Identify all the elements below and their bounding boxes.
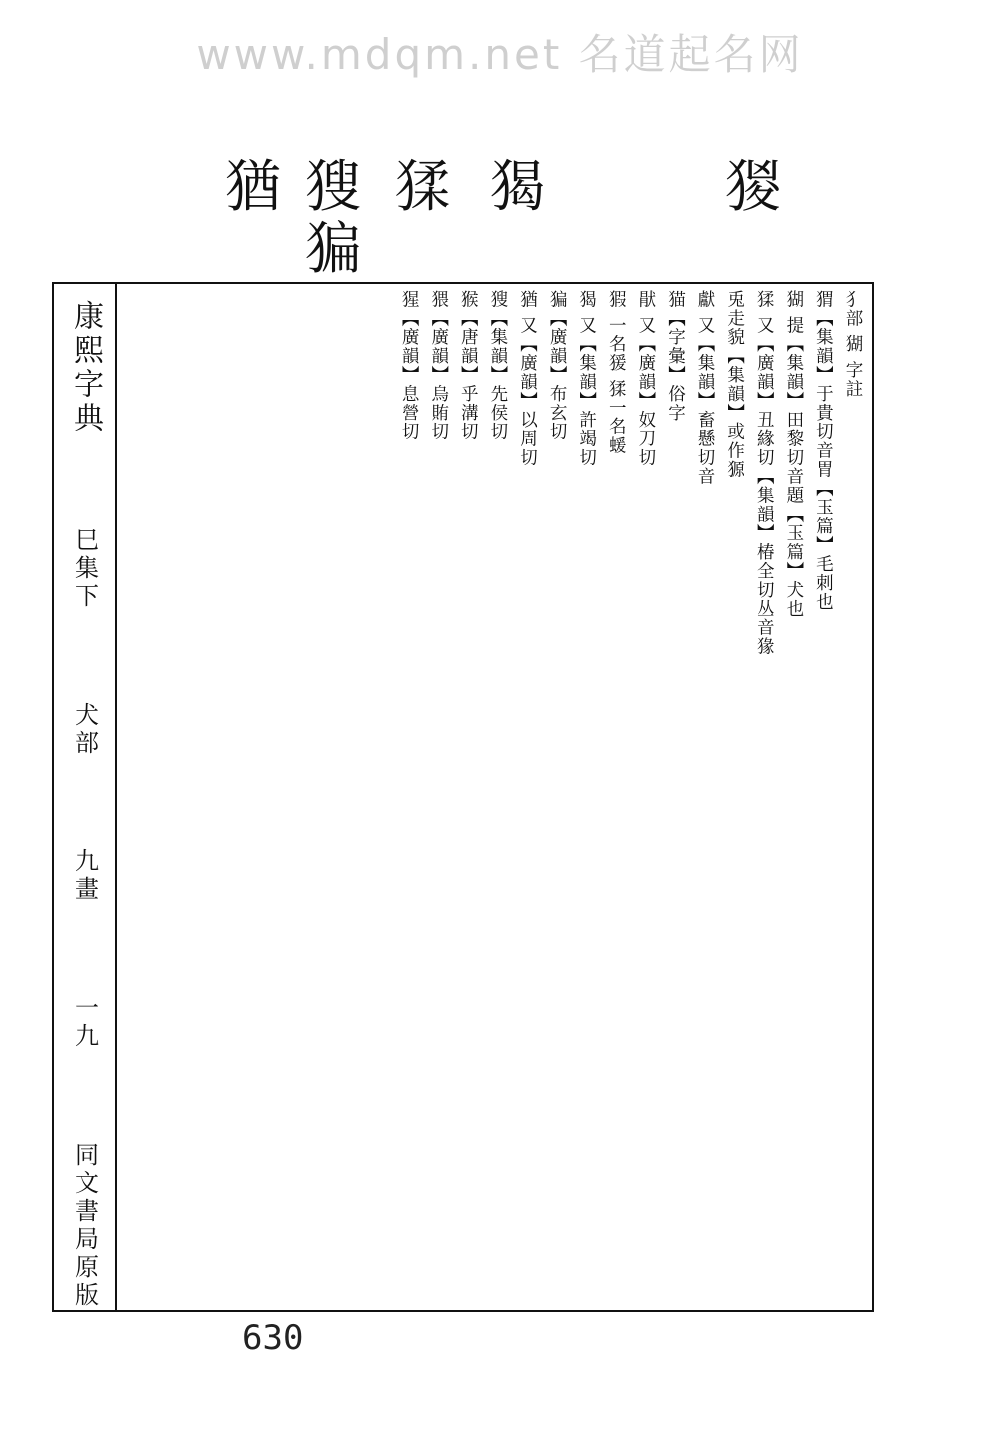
publisher-label: 同文書局原版 bbox=[70, 1141, 99, 1310]
volume-label: 巳集下 bbox=[70, 526, 99, 611]
radical-label: 犬部 bbox=[70, 701, 99, 758]
text-column: 猴【唐韻】乎溝切 bbox=[458, 290, 479, 442]
margin-column bbox=[55, 300, 115, 1310]
text-column: 猒 又【廣韻】奴刀切 bbox=[635, 290, 656, 468]
text-column: 兎走貌【集韻】或作獂 bbox=[724, 290, 745, 479]
text-column: 猥【廣韻】烏賄切 bbox=[428, 290, 449, 442]
seal-char: 猵 bbox=[305, 217, 361, 282]
book-title: 康熙字典 bbox=[68, 300, 103, 436]
text-column: 猫【字彙】俗字 bbox=[665, 290, 686, 423]
text-column: 猢 提【集韻】田黎切音題【玉篇】犬也 bbox=[783, 290, 804, 619]
dictionary-body bbox=[115, 290, 867, 1300]
seal-script-headings bbox=[225, 150, 785, 290]
page-number: 630 bbox=[242, 1318, 304, 1358]
text-column: 猩【廣韻】息營切 bbox=[399, 290, 420, 442]
sheet-number: 一九 bbox=[70, 995, 99, 1052]
text-column: 猲 又【集韻】許竭切 bbox=[576, 290, 597, 468]
seal-char: 猶 bbox=[225, 155, 281, 220]
text-column: 獀【集韻】先侯切 bbox=[487, 290, 508, 442]
text-column: 猵【廣韻】布玄切 bbox=[547, 290, 568, 442]
stroke-label: 九畫 bbox=[70, 848, 99, 905]
text-column: 猱 又【廣韻】丑緣切【集韻】椿全切丛音猭 bbox=[754, 290, 775, 657]
watermark-text: www.mdqm.net 名道起名网 bbox=[196, 30, 804, 79]
text-column: 獻 又【集韻】畜懸切音 bbox=[695, 290, 716, 486]
text-column: 猶 又【廣韻】以周切 bbox=[517, 290, 538, 468]
seal-char: 猣 bbox=[725, 155, 781, 220]
text-column: 猬【集韻】于貴切音胃【玉篇】毛刺也 bbox=[813, 290, 834, 612]
text-column: 犭部 猢 字註 bbox=[843, 290, 863, 399]
seal-char: 猱 bbox=[395, 155, 451, 220]
seal-char: 獀 bbox=[305, 155, 361, 220]
text-column: 猳 一名猨 猱一名蝯 bbox=[606, 290, 627, 456]
seal-char: 猲 bbox=[490, 155, 546, 220]
